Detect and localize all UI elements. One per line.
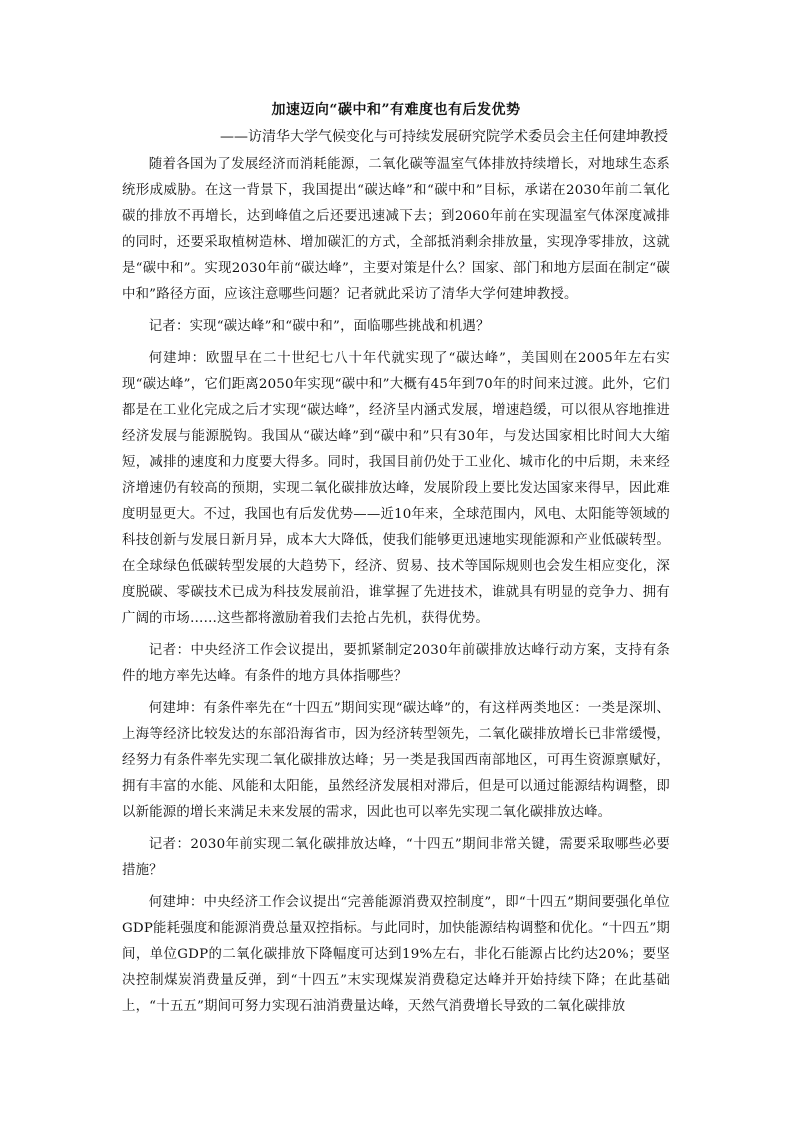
paragraph-question-2: 记者：中央经济工作会议提出，要抓紧制定2030年前碳排放达峰行动方案，支持有条件的地方率先达峰。有条件的地方具体指哪些？ (122, 643, 670, 684)
article-subtitle: ——访清华大学气候变化与可持续发展研究院学术委员会主任何建坤教授 (220, 129, 668, 145)
paragraph-question-1: 记者：实现“碳达峰”和“碳中和”，面临哪些挑战和机遇？ (148, 319, 490, 334)
paragraph-answer-2: 何建坤：有条件率先在“十四五”期间实现“碳达峰”的，有这样两类地区：一类是深圳、上海等经济比较发达的东部沿海省市，因为经济转型领先，二氧化碳排放增长已非常缓慢，经努力有条件率先实现二氧化碳排放达峰；另一类是我国西南部地区，可再生资源禀赋好，拥有丰富的水能、风能和太阳能，虽然经济发展相对滞后，但是可以通过能源结构调整，即以新能源的增长来满足未来发展的需求，因此也可以率先实现二氧化碳排放达峰。 (122, 701, 670, 820)
paragraph-answer-1: 何建坤：欧盟早在二十世纪七八十年代就实现了“碳达峰”，美国则在2005年左右实现“碳达峰”，它们距离2050年实现“碳中和”大概有45年到70年的时间来过渡。此外，它们都是在工业化完成之后才实现“碳达峰”，经济呈内涵式发展，增速趋缓，可以很从容地推进经济发展与能源脱钩。我国从“碳达峰”到“碳中和”只有30年，与发达国家相比时间大大缩短，减排的速度和力度要大得多。同时，我国目前仍处于工业化、城市化的中后期，未来经济增速仍有较高的预期，实现二氧化碳排放达峰，发展阶段上要比发达国家来得早，因此难度明显更大。不过，我国也有后发优势——近10年来，全球范围内，风电、太阳能等领域的科技创新与发展日新月异，成本大大降低，使我们能够更迅速地实现能源和产业低碳转型。在全球绿色低碳转型发展的大趋势下，经济、贸易、技术等国际规则也会发生相应变化，深度脱碳、零碳技术已成为科技发展前沿，谁掌握了先进技术，谁就具有明显的竞争力、拥有广阔的市场……这些都将激励着我们去抢占先机，获得优势。 (122, 351, 670, 626)
article-title: 加速迈向“碳中和”有难度也有后发优势 (271, 102, 521, 118)
article (122, 100, 670, 1020)
paragraph-question-3: 记者：2030年前实现二氧化碳排放达峰，“十四五”期间非常关键，需要采取哪些必要措施？ (122, 837, 670, 878)
paragraph-answer-3: 何建坤：中央经济工作会议提出“完善能源消费双控制度”，即“十四五”期间要强化单位GDP能耗强度和能源消费总量双控指标。与此同时，加快能源结构调整和优化。“十四五”期间，单位GDP的二氧化碳排放下降幅度可达到19%左右，非化石能源占比约达20%；要坚决控制煤炭消费量反弹，到“十四五”末实现煤炭消费稳定达峰并开始持续下降；在此基础上，“十五五”期间可努力实现石油消费量达峰，天然气消费增长导致的二氧化碳排放 (122, 895, 670, 1014)
paragraph-intro: 随着各国为了发展经济而消耗能源，二氧化碳等温室气体排放持续增长，对地球生态系统形成威胁。在这一背景下，我国提出“碳达峰”和“碳中和”目标，承诺在2030年前二氧化碳的排放不再增长，达到峰值之后还要迅速减下去；到2060年前在实现温室气体深度减排的同时，还要采取植树造林、增加碳汇的方式，全部抵消剩余排放量，实现净零排放，这就是“碳中和”。实现2030年前“碳达峰”，主要对策是什么？国家、部门和地方层面在制定“碳中和”路径方面，应该注意哪些问题？记者就此采访了清华大学何建坤教授。 (122, 157, 670, 302)
